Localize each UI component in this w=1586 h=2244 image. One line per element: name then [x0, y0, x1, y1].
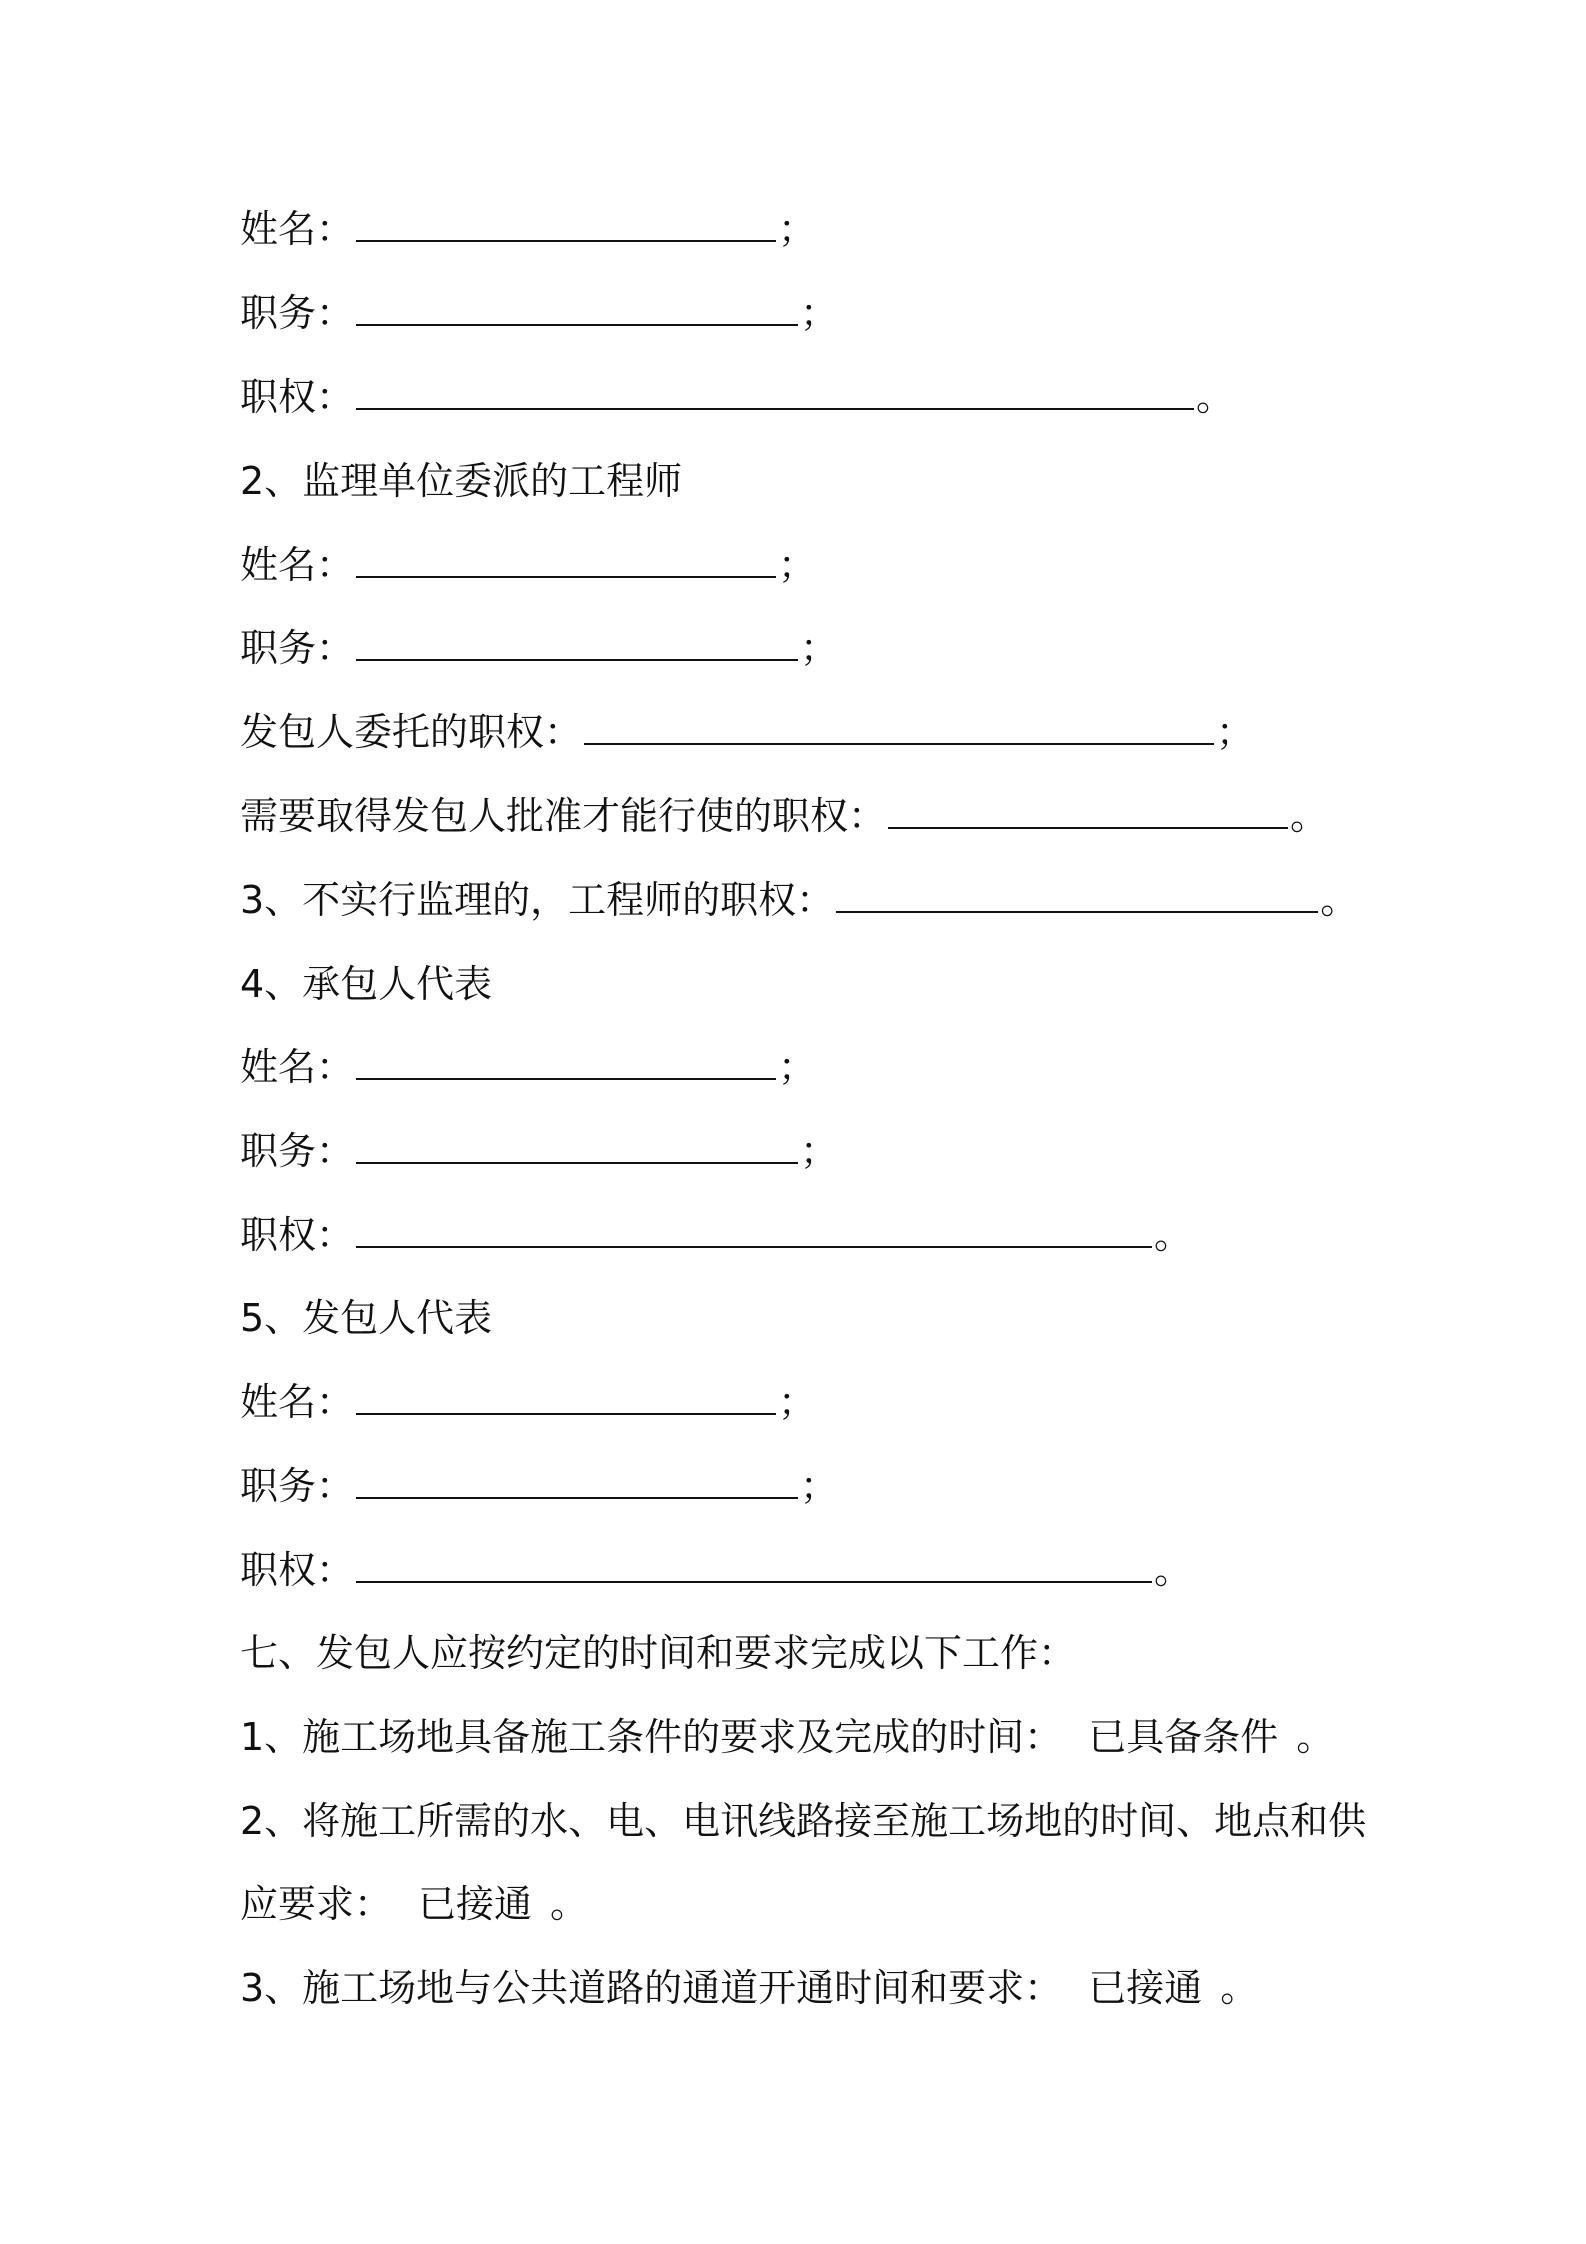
field-label: 需要取得发包人批准才能行使的职权： — [240, 794, 887, 838]
field-label: 职务： — [240, 1464, 355, 1508]
authority-line — [240, 1210, 1192, 1260]
line-suffix: 。 — [1296, 1715, 1335, 1759]
filled-value: 已接通 — [418, 1882, 533, 1926]
requirement-line — [240, 1712, 1334, 1762]
heading-text: 5、发包人代表 — [240, 1296, 493, 1340]
filled-value: 已接通 — [1088, 1966, 1203, 2010]
filled-value: 已具备条件 — [1088, 1715, 1279, 1759]
blank-field[interactable] — [356, 290, 798, 326]
position-line — [240, 1126, 838, 1176]
field-label: 姓名： — [240, 1380, 355, 1424]
name-line — [240, 1042, 816, 1092]
line-suffix: ； — [800, 291, 839, 335]
requirement-line — [240, 1963, 1258, 2013]
engineer-authority-line — [240, 875, 1358, 925]
line-suffix: ； — [778, 1380, 817, 1424]
blank-field[interactable] — [584, 709, 1214, 745]
blank-field[interactable] — [356, 206, 776, 242]
heading-text: 七、发包人应按约定的时间和要求完成以下工作： — [240, 1631, 1077, 1675]
blank-field[interactable] — [356, 1547, 1152, 1583]
name-line — [240, 540, 816, 590]
blank-field[interactable] — [356, 625, 798, 661]
position-line — [240, 1461, 838, 1511]
field-label: 姓名： — [240, 1045, 355, 1089]
heading-text: 2、监理单位委派的工程师 — [240, 459, 683, 503]
blank-field[interactable] — [888, 793, 1288, 829]
field-label: 发包人委托的职权： — [240, 710, 583, 754]
line-suffix: ； — [778, 1045, 817, 1089]
line-suffix: ； — [778, 543, 817, 587]
name-line — [240, 204, 816, 254]
position-line — [240, 623, 838, 673]
blank-field[interactable] — [356, 1463, 798, 1499]
field-label: 职务： — [240, 626, 355, 670]
line-suffix: ； — [800, 1129, 839, 1173]
field-label: 职务： — [240, 291, 355, 335]
field-label: 职权： — [240, 1548, 355, 1592]
authority-line — [240, 372, 1234, 422]
line-suffix: 。 — [1320, 878, 1359, 922]
authority-line — [240, 1545, 1192, 1595]
line-suffix: ； — [800, 626, 839, 670]
blank-field[interactable] — [356, 374, 1194, 410]
paragraph-text: 2、将施工所需的水、电、电讯线路接至施工场地的时间、地点和供 — [240, 1799, 1367, 1843]
field-label: 姓名： — [240, 207, 355, 251]
field-label: 3、不实行监理的，工程师的职权： — [240, 878, 835, 922]
blank-field[interactable] — [836, 877, 1318, 913]
name-line — [240, 1377, 816, 1427]
field-label: 职权： — [240, 375, 355, 419]
blank-field[interactable] — [356, 542, 776, 578]
section-heading — [240, 456, 682, 506]
heading-text: 4、承包人代表 — [240, 962, 493, 1006]
field-label: 1、施工场地具备施工条件的要求及完成的时间： — [240, 1715, 1063, 1759]
line-suffix: ； — [778, 207, 817, 251]
requirement-line — [240, 1796, 1366, 1846]
line-suffix: 。 — [1196, 375, 1235, 419]
line-suffix: 。 — [1154, 1548, 1193, 1592]
line-suffix: 。 — [550, 1882, 589, 1926]
line-suffix: 。 — [1290, 794, 1329, 838]
field-label: 职权： — [240, 1213, 355, 1257]
section-heading — [240, 1628, 1076, 1678]
line-suffix: ； — [800, 1464, 839, 1508]
field-label: 姓名： — [240, 543, 355, 587]
position-line — [240, 288, 838, 338]
line-suffix: ； — [1216, 710, 1255, 754]
delegated-authority-line — [240, 707, 1254, 757]
line-suffix: 。 — [1220, 1966, 1259, 2010]
requirement-line-continued — [240, 1879, 588, 1929]
field-label: 应要求： — [240, 1882, 393, 1926]
approval-authority-line — [240, 791, 1328, 841]
blank-field[interactable] — [356, 1128, 798, 1164]
blank-field[interactable] — [356, 1379, 776, 1415]
section-heading — [240, 959, 492, 1009]
blank-field[interactable] — [356, 1044, 776, 1080]
line-suffix: 。 — [1154, 1213, 1193, 1257]
field-label: 职务： — [240, 1129, 355, 1173]
field-label: 3、施工场地与公共道路的通道开通时间和要求： — [240, 1966, 1063, 2010]
section-heading — [240, 1293, 492, 1343]
blank-field[interactable] — [356, 1212, 1152, 1248]
